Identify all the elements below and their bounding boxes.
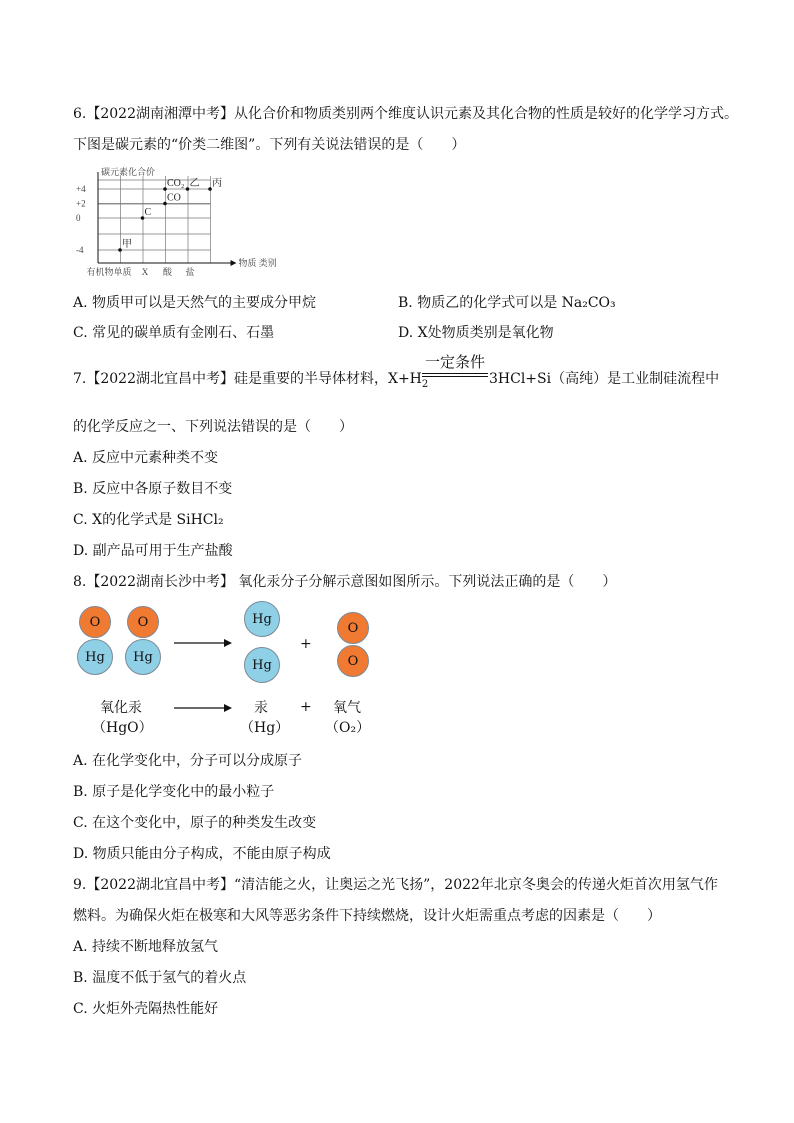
q6-stem-line2: 下图是碳元素的“价类二维图”。下列有关说法错误的是（ ） bbox=[73, 137, 466, 153]
data-point-label: CO bbox=[167, 192, 181, 204]
y-tick-label: -4 bbox=[76, 245, 84, 255]
q7-stem-post: 3HCl+Si（高纯）是工业制硅流程中 bbox=[489, 371, 720, 387]
mercury-atom: Hg bbox=[125, 639, 161, 675]
x-tick-label: 盐 bbox=[185, 267, 195, 277]
reaction-condition: 一定条件 bbox=[424, 353, 485, 371]
x-tick-label: 有机物 bbox=[86, 267, 114, 277]
q6-option-a: A. 物质甲可以是天然气的主要成分甲烷 bbox=[73, 295, 317, 311]
q9-option-a: A. 持续不断地释放氢气 bbox=[73, 939, 219, 955]
q8-option-a: A. 在化学变化中，分子可以分成原子 bbox=[73, 753, 303, 769]
oxygen-atom: O bbox=[127, 606, 159, 638]
mercury-atom: Hg bbox=[244, 601, 280, 637]
q9-option-b: B. 温度不低于氢气的着火点 bbox=[73, 970, 247, 986]
x-axis-arrow-icon bbox=[231, 260, 237, 266]
q8-option-c: C. 在这个变化中，原子的种类发生改变 bbox=[73, 815, 317, 831]
oxygen-atom: O bbox=[79, 606, 111, 638]
q7-option-c: C. X的化学式是 SiHCl₂ bbox=[73, 512, 224, 528]
x-tick-label: 单质 bbox=[113, 267, 132, 277]
q9-stem-line2: 燃料。为确保火炬在极寒和大风等恶劣条件下持续燃烧，设计火炬需重点考虑的因素是（ ） bbox=[73, 908, 661, 924]
y-axis-label: 碳元素化合价 bbox=[101, 167, 156, 177]
y-tick-label: +2 bbox=[76, 198, 86, 209]
label-hg-name: 汞 bbox=[254, 700, 268, 716]
q8-option-d: D. 物质只能由分子构成，不能由原子构成 bbox=[73, 846, 331, 862]
oxygen-atom: O bbox=[337, 645, 369, 677]
mercury-atom: Hg bbox=[77, 639, 113, 675]
x-tick-label: 酸 bbox=[162, 267, 173, 277]
label-o2-formula: （O₂） bbox=[325, 720, 371, 736]
oxygen-atom: O bbox=[337, 612, 369, 644]
plus-sign: + bbox=[300, 636, 312, 652]
q9-stem-line1: 9.【2022湖北宜昌中考】“清洁能之火，让奥运之光飞扬”，2022年北京冬奥会的传递火炬首次用氢气作 bbox=[73, 877, 718, 893]
q6-option-d: D. X处物质类别是氧化物 bbox=[398, 325, 554, 341]
x-tick-label: X bbox=[141, 267, 149, 277]
q7-option-d: D. 副产品可用于生产盐酸 bbox=[73, 543, 233, 559]
label-hgo-name: 氧化汞 bbox=[100, 700, 142, 716]
q6-option-b: B. 物质乙的化学式可以是 Na₂CO₃ bbox=[398, 295, 616, 311]
h2-subscript: 2 bbox=[421, 378, 429, 390]
label-o2-name: 氧气 bbox=[333, 700, 361, 716]
q7-stem-line2: 的化学反应之一、下列说法错误的是（ ） bbox=[73, 419, 353, 435]
q8-option-b: B. 原子是化学变化中的最小粒子 bbox=[73, 784, 275, 800]
data-point-label: 甲 bbox=[122, 239, 132, 250]
mercury-atom: Hg bbox=[244, 647, 280, 683]
q7-option-b: B. 反应中各原子数目不变 bbox=[73, 481, 233, 497]
equals-line-bottom bbox=[422, 376, 488, 377]
q6-option-c: C. 常见的碳单质有金刚石、石墨 bbox=[73, 325, 275, 341]
q7-stem-line1 bbox=[73, 368, 428, 390]
data-point-label: C bbox=[144, 207, 152, 218]
q7-stem-pre: 7.【2022湖北宜昌中考】硅是重要的半导体材料，X+H bbox=[73, 371, 422, 387]
equals-line-top bbox=[422, 373, 488, 374]
valence-class-chart bbox=[76, 166, 298, 280]
label-hg-formula: （Hg） bbox=[240, 720, 290, 736]
data-point-label: 乙 bbox=[189, 178, 200, 189]
label-hgo-formula: （HgO） bbox=[92, 720, 153, 736]
y-tick-label: +4 bbox=[76, 184, 86, 194]
q6-stem-line1: 6.【2022湖南湘潭中考】从化合价和物质类别两个维度认识元素及其化合物的性质是较好的化学学习方式。 bbox=[73, 106, 738, 122]
reaction-arrow-icon bbox=[172, 636, 234, 650]
q7-option-a: A. 反应中元素种类不变 bbox=[73, 450, 219, 466]
data-point-label: CO₂ bbox=[167, 178, 185, 189]
q9-option-c: C. 火炬外壳隔热性能好 bbox=[73, 1001, 219, 1017]
reaction-arrow-icon bbox=[172, 701, 234, 715]
y-tick-label: 0 bbox=[76, 213, 81, 223]
q8-stem: 8.【2022湖南长沙中考】 氧化汞分子分解示意图如图所示。下列说法正确的是（ ） bbox=[73, 574, 617, 590]
x-axis-label: 物质 类别 bbox=[238, 258, 277, 268]
plus-sign: + bbox=[300, 699, 312, 715]
data-point-label: 丙 bbox=[212, 178, 222, 189]
